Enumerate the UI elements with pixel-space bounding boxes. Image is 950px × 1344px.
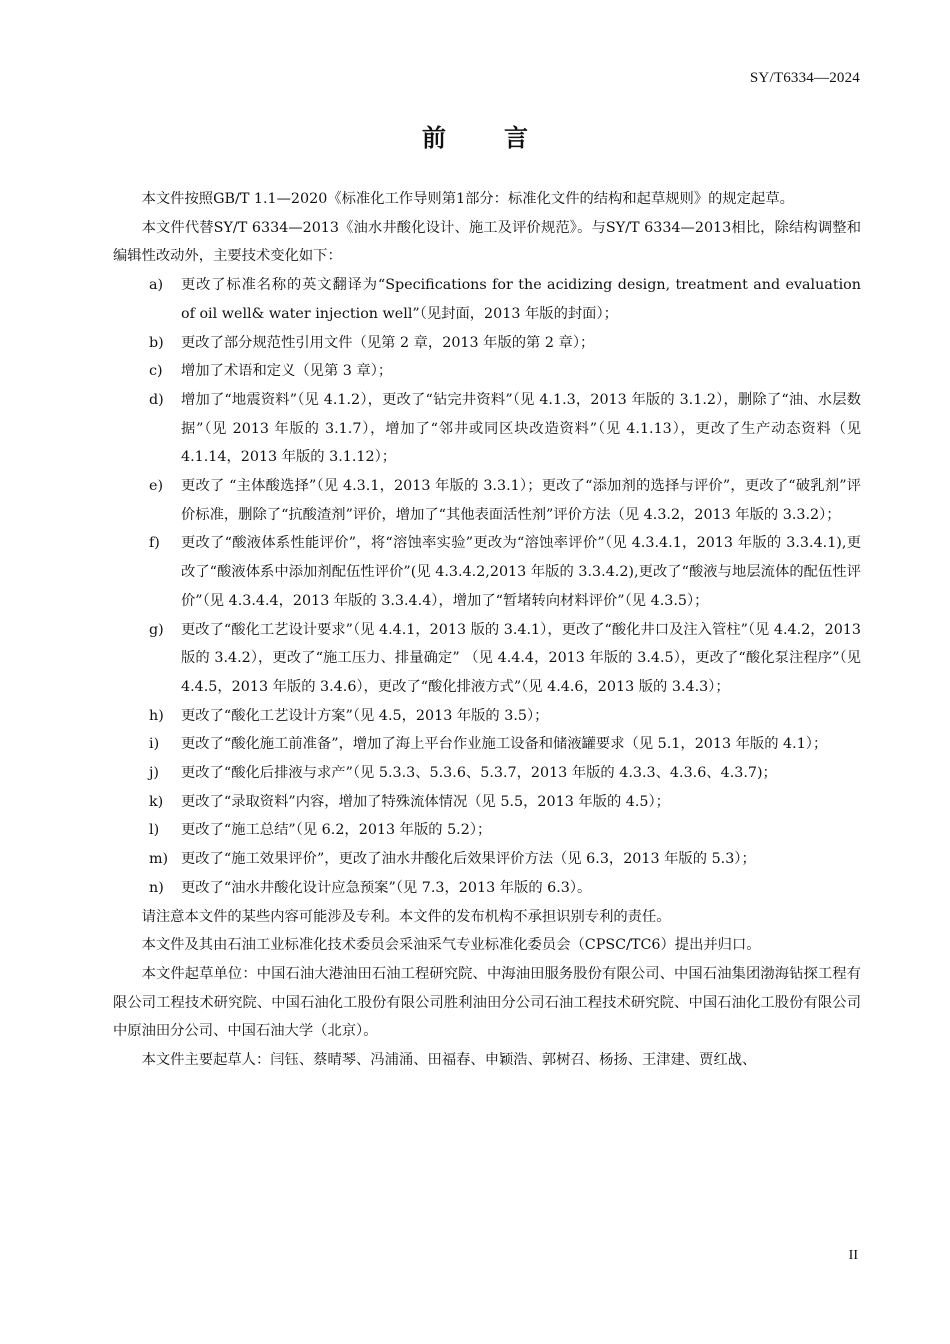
proposer-statement: 本文件及其由石油工业标准化技术委员会采油采气专业标准化委员会（CPSC/TC6）提出并归口。: [141, 937, 761, 954]
list-item: [113, 616, 861, 702]
drafting-units: 本文件起草单位：中国石油大港油田石油工程研究院、中海油田服务股份有限公司、中国石油集团渤海钻探工程有限公司工程技术研究院、中国石油化工股份有限公司胜利油田分公司石油工程技术研究院、中国石油化工股份有限公司中原油田分公司、中国石油大学（北京）。: [113, 965, 861, 1040]
list-item-text: 更改了“录取资料”内容，增加了特殊流体情况（见 5.5，2013 年版的 4.5）；: [181, 793, 670, 810]
list-item-label: c): [149, 363, 163, 380]
list-item-text: 增加了“地震资料”（见 4.1.2），更改了“钻完井资料”（见 4.1.3，2013 年版的 3.1.2），删除了“油、水层数据”（见 2013 年版的 3.1.7），增加了“邻井或同区块改造资料”（见 4.1.13），更改了生产动态资料（见 4.1.14，2013 年版的 3.1.12）；: [181, 391, 861, 466]
list-item-label: b): [149, 334, 164, 351]
list-item-label: g): [149, 621, 164, 638]
list-item-label: m): [149, 851, 169, 868]
patent-notice: 请注意本文件的某些内容可能涉及专利。本文件的发布机构不承担识别专利的责任。: [141, 908, 671, 925]
change-list: [113, 271, 861, 902]
list-item-text: 更改了标准名称的英文翻译为“Specifications for the acidizing design, treatment and evaluation of oil well& water injection well”（见封面，2013 年版的封面）；: [181, 277, 861, 322]
list-item-label: k): [149, 793, 164, 810]
intro-paragraph: 本文件按照GB/T 1.1—2020《标准化工作导则第1部分：标准化文件的结构和起草规则》的规定起草。: [141, 191, 794, 207]
list-item-text: 更改了 “主体酸选择”（见 4.3.1，2013 年版的 3.3.1）；更改了“添加剂的选择与评价”，更改了“破乳剂”评价标准，删除了“抗酸渣剂”评价，增加了“其他表面活性剂”评价方法（见 4.3.2，2013 年版的 3.3.2）；: [181, 478, 861, 523]
list-item: [113, 357, 861, 386]
list-item: [113, 788, 861, 817]
list-item-label: a): [149, 277, 164, 294]
standard-code: SY/T6334—2024: [749, 70, 860, 86]
list-item-label: n): [149, 879, 164, 896]
list-item: [113, 845, 861, 874]
list-item: [113, 271, 861, 328]
list-item-text: 更改了“酸化工艺设计要求”（见 4.4.1，2013 版的 3.4.1），更改了“酸化井口及注入管柱”（见 4.4.2，2013 版的 3.4.2），更改了“施工压力、排量确定” （见 4.4.4，2013 年版的 3.4.5），更改了“酸化泵注程序”（见 4.4.5，2013 年版的 3.4.6），更改了“酸化排液方式”（见 4.4.6，2013 版的 3.4.3）；: [181, 621, 861, 695]
list-item: [113, 874, 861, 903]
list-item-text: 更改了“施工效果评价”，更改了油水井酸化后效果评价方法（见 6.3，2013 年版的 5.3）；: [181, 851, 756, 868]
list-item-text: 更改了“酸液体系性能评价”，将“溶蚀率实验”更改为“溶蚀率评价”（见 4.3.4.1，2013 年版的 3.3.4.1),更改了“酸液体系中添加剂配伍性评价”(见 4.3.4.2,2013 年版的 3.3.4.2),更改了“酸液与地层流体的配伍性评价”（见 4.3.4.4，2013 年版的 3.3.4.4），增加了“暂堵转向材料评价”（见 4.3.5）；: [181, 535, 861, 609]
list-item: [113, 816, 861, 845]
list-item-label: e): [149, 478, 164, 495]
list-item: [113, 730, 861, 759]
list-item-label: h): [149, 707, 164, 724]
list-item-label: i): [149, 736, 160, 753]
list-item-text: 增加了术语和定义（见第 3 章）；: [181, 363, 393, 380]
list-item: [113, 386, 861, 472]
list-item-label: d): [149, 391, 164, 408]
list-item-label: l): [149, 822, 160, 839]
list-item-label: f): [149, 535, 160, 552]
list-item-text: 更改了部分规范性引用文件（见第 2 章，2013 年版的第 2 章）；: [181, 334, 595, 351]
intro-paragraph: 本文件代替SY/T 6334—2013《油水井酸化设计、施工及评价规范》。与SY/T 6334—2013相比，除结构调整和编辑性改动外，主要技术变化如下：: [113, 219, 861, 265]
list-item-label: j): [149, 765, 160, 782]
list-item: [113, 759, 861, 788]
list-item-text: 更改了“酸化工艺设计方案”（见 4.5，2013 年版的 3.5）；: [181, 707, 549, 724]
page-title: 前言: [422, 124, 586, 152]
list-item: [113, 329, 861, 358]
list-item-text: 更改了“酸化后排液与求产”（见 5.3.3、5.3.6、5.3.7，2013 年版的 4.3.3、4.3.6、4.3.7)；: [181, 765, 777, 782]
list-item: [113, 472, 861, 529]
list-item-text: 更改了“酸化施工前准备”，增加了海上平台作业施工设备和储液罐要求（见 5.1，2013 年版的 4.1）；: [181, 736, 828, 753]
drafters: 本文件主要起草人：闫钰、蔡晴琴、冯浦涌、田福春、申颖浩、郭树召、杨扬、王津建、贾红战、: [141, 1052, 757, 1069]
list-item-text: 更改了“油水井酸化设计应急预案”（见 7.3，2013 年版的 6.3）。: [181, 879, 592, 896]
list-item-text: 更改了“施工总结”（见 6.2，2013 年版的 5.2）；: [181, 822, 492, 839]
list-item: [113, 702, 861, 731]
list-item: [113, 529, 861, 615]
page-number: II: [848, 1248, 858, 1263]
document-body: [113, 185, 861, 1075]
